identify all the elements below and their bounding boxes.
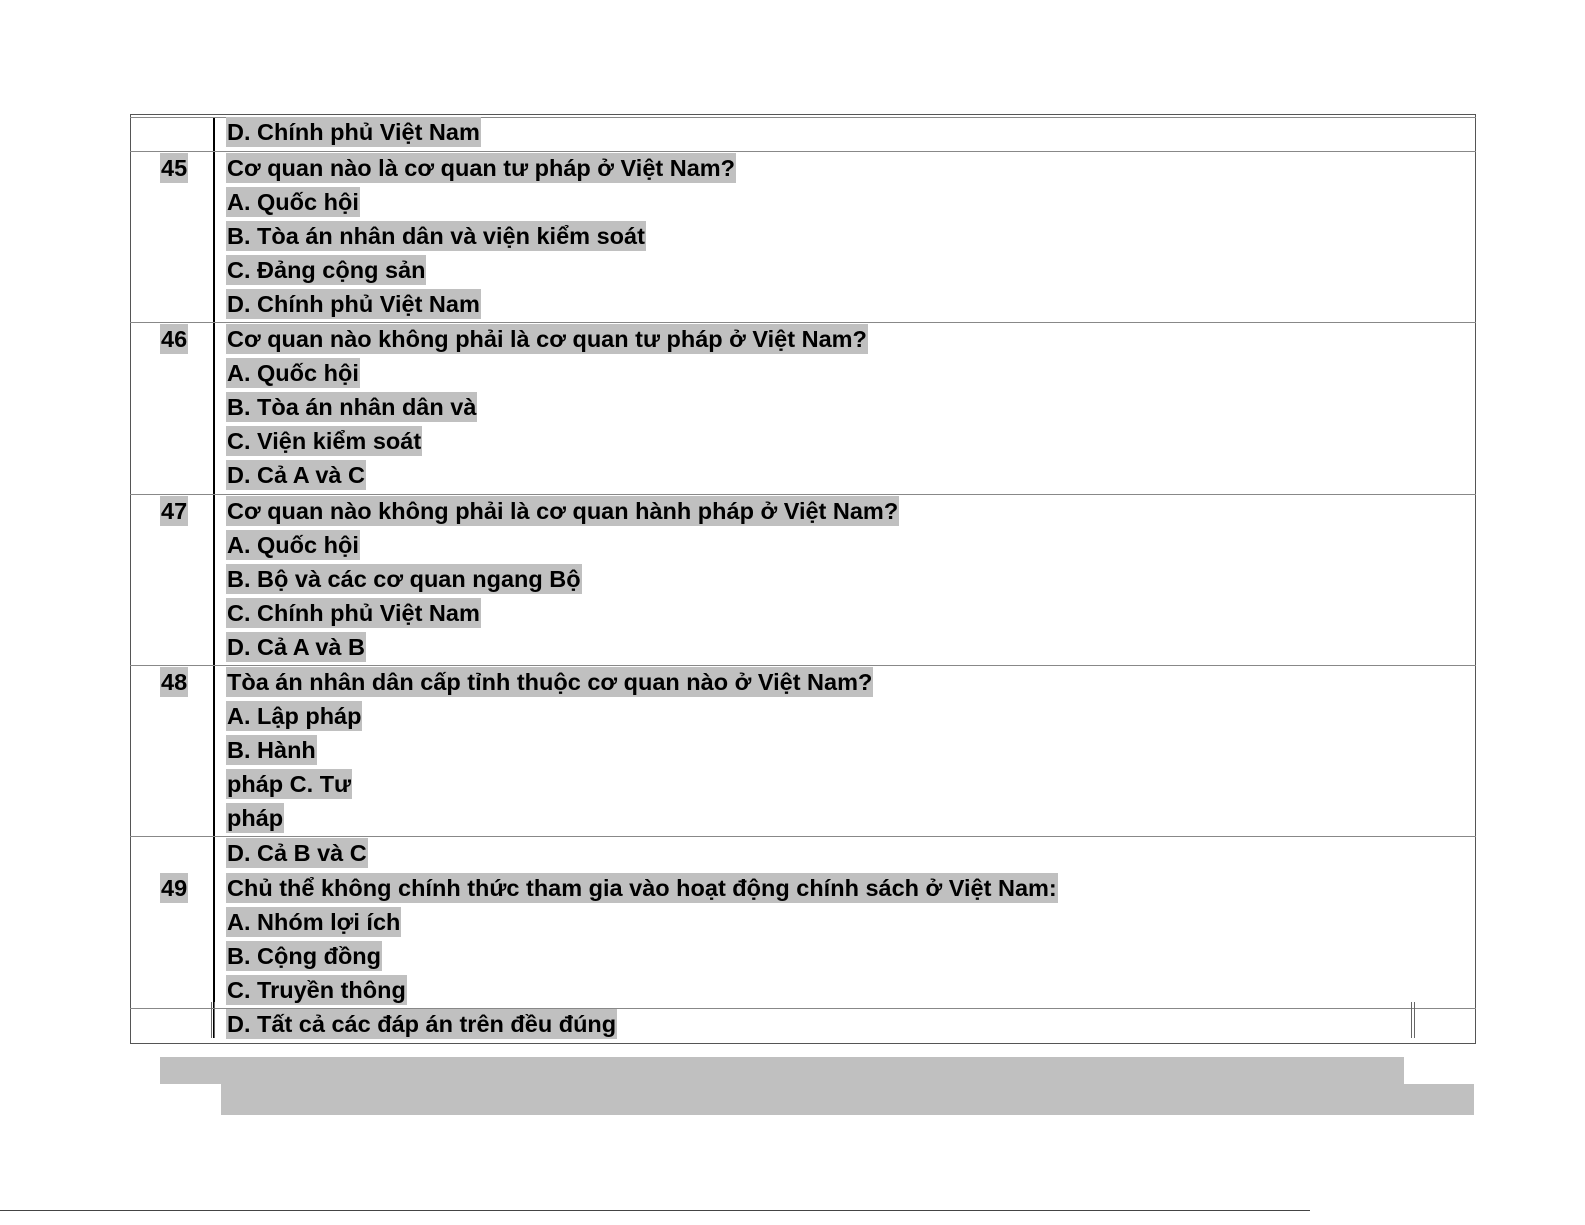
row-separator [130, 665, 1476, 666]
answer-option: A. Quốc hội [227, 189, 359, 215]
answer-option: B. Hành [227, 737, 316, 763]
answer-option: C. Truyền thông [227, 977, 406, 1003]
question-text: Tòa án nhân dân cấp tỉnh thuộc cơ quan nào ở Việt Nam? [227, 669, 873, 695]
page-bottom-rule [0, 1210, 1310, 1211]
highlight-bar [221, 1084, 1474, 1115]
answer-option: C. Viện kiểm soát [227, 428, 422, 454]
answer-option: A. Quốc hội [227, 532, 359, 558]
question-text: Cơ quan nào không phải là cơ quan hành pháp ở Việt Nam? [227, 498, 899, 524]
question-number: 48 [161, 669, 188, 695]
answer-option: B. Tòa án nhân dân và [227, 394, 477, 420]
highlight-bar [160, 1057, 1404, 1084]
row-separator [130, 151, 1476, 152]
question-number: 49 [161, 875, 188, 901]
column-marker [211, 1002, 215, 1038]
answer-option: D. Cả A và C [227, 462, 365, 488]
column-marker [1411, 1002, 1415, 1038]
answer-option: D. Tất cả các đáp án trên đều đúng [227, 1011, 617, 1037]
answer-option: B. Cộng đồng [227, 943, 382, 969]
question-text: Cơ quan nào là cơ quan tư pháp ở Việt Nam? [227, 155, 736, 181]
question-text: Cơ quan nào không phải là cơ quan tư pháp ở Việt Nam? [227, 326, 867, 352]
question-number: 47 [161, 498, 188, 524]
question-number: 46 [161, 326, 188, 352]
answer-option: A. Quốc hội [227, 360, 359, 386]
answer-option: pháp [227, 805, 284, 831]
answer-option: B. Bộ và các cơ quan ngang Bộ [227, 566, 581, 592]
answer-option: C. Chính phủ Việt Nam [227, 600, 480, 626]
row-separator [130, 836, 1476, 837]
answer-option: A. Nhóm lợi ích [227, 909, 401, 935]
row-separator [130, 494, 1476, 495]
row-separator [130, 322, 1476, 323]
answer-option: D. Cả B và C [227, 840, 367, 866]
answer-option: D. Chính phủ Việt Nam [227, 119, 480, 145]
answer-option: C. Đảng cộng sản [227, 257, 426, 283]
answer-option: B. Tòa án nhân dân và viện kiểm soát [227, 223, 645, 249]
answer-option: D. Cả A và B [227, 634, 365, 660]
answer-option: A. Lập pháp [227, 703, 362, 729]
answer-option: D. Chính phủ Việt Nam [227, 291, 480, 317]
answer-option: pháp C. Tư [227, 771, 352, 797]
question-text: Chủ thể không chính thức tham gia vào hoạt động chính sách ở Việt Nam: [227, 875, 1057, 901]
question-number: 45 [161, 155, 188, 181]
column-divider [213, 118, 215, 1038]
